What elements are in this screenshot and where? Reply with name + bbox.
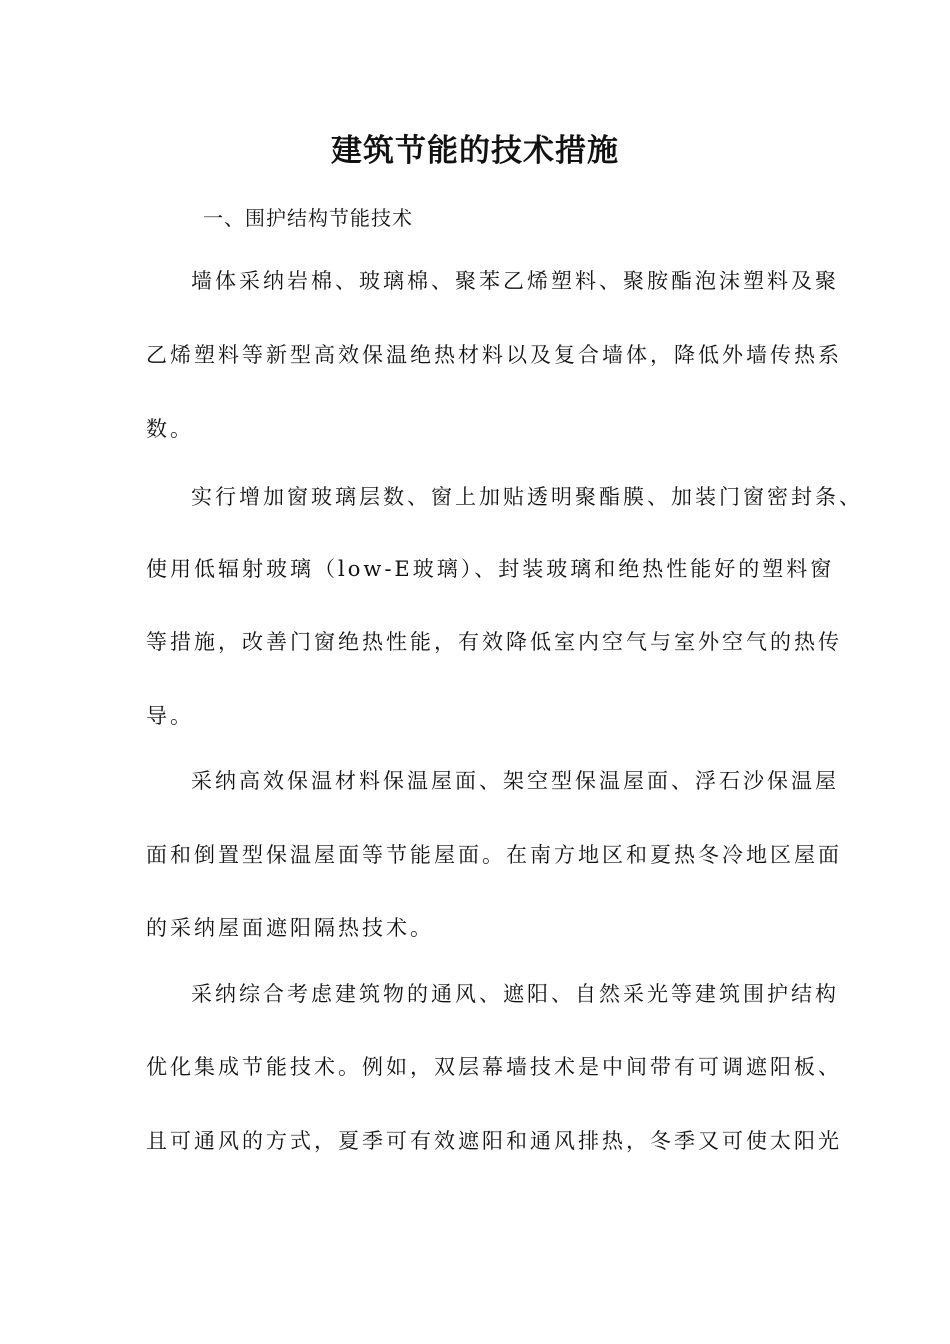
document-title: 建筑节能的技术措施: [331, 133, 619, 169]
paragraph-line: 墙体采纳岩棉、玻璃棉、聚苯乙烯塑料、聚胺酯泡沫塑料及聚: [191, 269, 839, 293]
paragraph-line: 且可通风的方式，夏季可有效遮阳和通风排热，冬季又可使太阳光: [146, 1129, 842, 1153]
paragraph-line: 数。: [146, 417, 194, 441]
paragraph-line: 的采纳屋面遮阳隔热技术。: [146, 916, 434, 940]
paragraph-line: 使用低辐射玻璃（low-E玻璃）、封装玻璃和绝热性能好的塑料窗: [146, 557, 835, 581]
paragraph-line: 实行增加窗玻璃层数、窗上加贴透明聚酯膜、加装门窗密封条、: [191, 485, 863, 509]
paragraph-line: 乙烯塑料等新型高效保温绝热材料以及复合墙体，降低外墙传热系: [146, 343, 842, 367]
section-heading: 一、围护结构节能技术: [203, 206, 413, 230]
paragraph-line: 采纳高效保温材料保温屋面、架空型保温屋面、浮石沙保温屋: [191, 769, 839, 793]
paragraph-line: 面和倒置型保温屋面等节能屋面。在南方地区和夏热冬冷地区屋面: [146, 843, 842, 867]
paragraph-line: 等措施，改善门窗绝热性能，有效降低室内空气与室外空气的热传: [146, 630, 842, 654]
paragraph-line: 采纳综合考虑建筑物的通风、遮阳、自然采光等建筑围护结构: [191, 982, 839, 1006]
paragraph-line: 导。: [146, 704, 194, 728]
paragraph-line: 优化集成节能技术。例如，双层幕墙技术是中间带有可调遮阳板、: [146, 1055, 842, 1079]
